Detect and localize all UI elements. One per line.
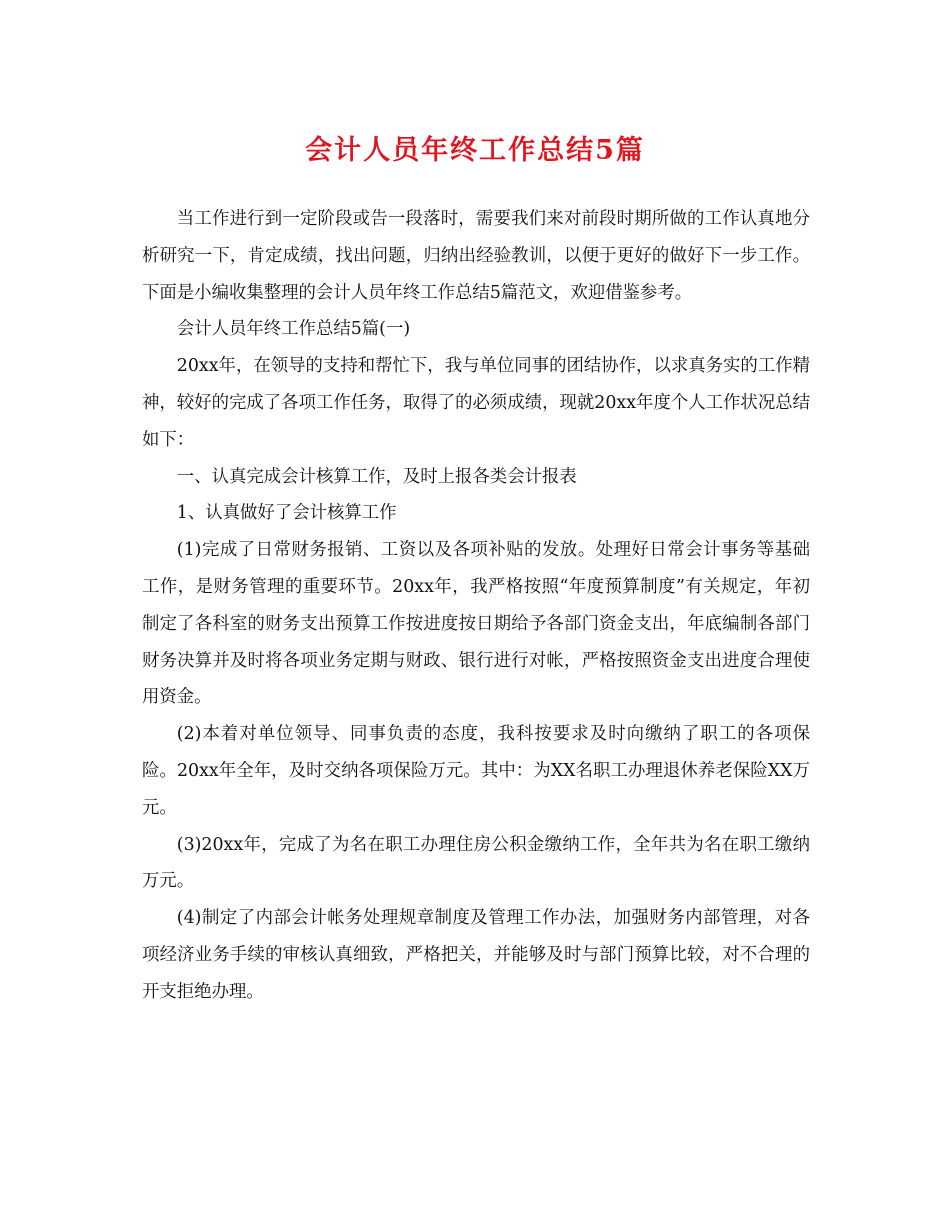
document-body — [142, 201, 810, 1011]
subheading-1: 一、认真完成会计核算工作，及时上报各类会计报表 — [176, 466, 577, 487]
section-heading: 会计人员年终工作总结5篇(一) — [176, 319, 411, 340]
intro-paragraph: 当工作进行到一定阶段或告一段落时，需要我们来对前段时期所做的工作认真地分析研究一下，肯定成绩，找出问题，归纳出经验教训，以便于更好的做好下一步工作。下面是小编收集整理的会计人员年终工作总结5篇范文，欢迎借鉴参考。 — [142, 209, 810, 303]
list-item-2: (2)本着对单位领导、同事负责的态度，我科按要求及时向缴纳了职工的各项保险。20xx年全年，及时交纳各项保险万元。其中：为XX名职工办理退休养老保险XX万元。 — [142, 724, 810, 818]
list-item-3: (3)20xx年，完成了为名在职工办理住房公积金缴纳工作，全年共为名在职工缴纳万元。 — [142, 834, 810, 892]
list-item-1: (1)完成了日常财务报销、工资以及各项补贴的发放。处理好日常会计事务等基础工作，是财务管理的重要环节。20xx年，我严格按照“年度预算制度”有关规定，年初制定了各科室的财务支出预算工作按进度按日期给予各部门资金支出，年底编制各部门财务决算并及时将各项业务定期与财政、银行进行对帐，严格按照资金支出进度合理使用资金。 — [142, 540, 810, 708]
list-item-4: (4)制定了内部会计帐务处理规章制度及管理工作办法，加强财务内部管理，对各项经济业务手续的审核认真细致，严格把关，并能够及时与部门预算比较，对不合理的开支拒绝办理。 — [142, 908, 810, 1002]
subheading-2: 1、认真做好了会计核算工作 — [176, 503, 397, 524]
document-title: 会计人员年终工作总结5篇 — [305, 135, 645, 166]
body-paragraph: 20xx年，在领导的支持和帮忙下，我与单位同事的团结协作，以求真务实的工作精神，较好的完成了各项工作任务，取得了的必须成绩，现就20xx年度个人工作状况总结如下： — [142, 356, 810, 450]
